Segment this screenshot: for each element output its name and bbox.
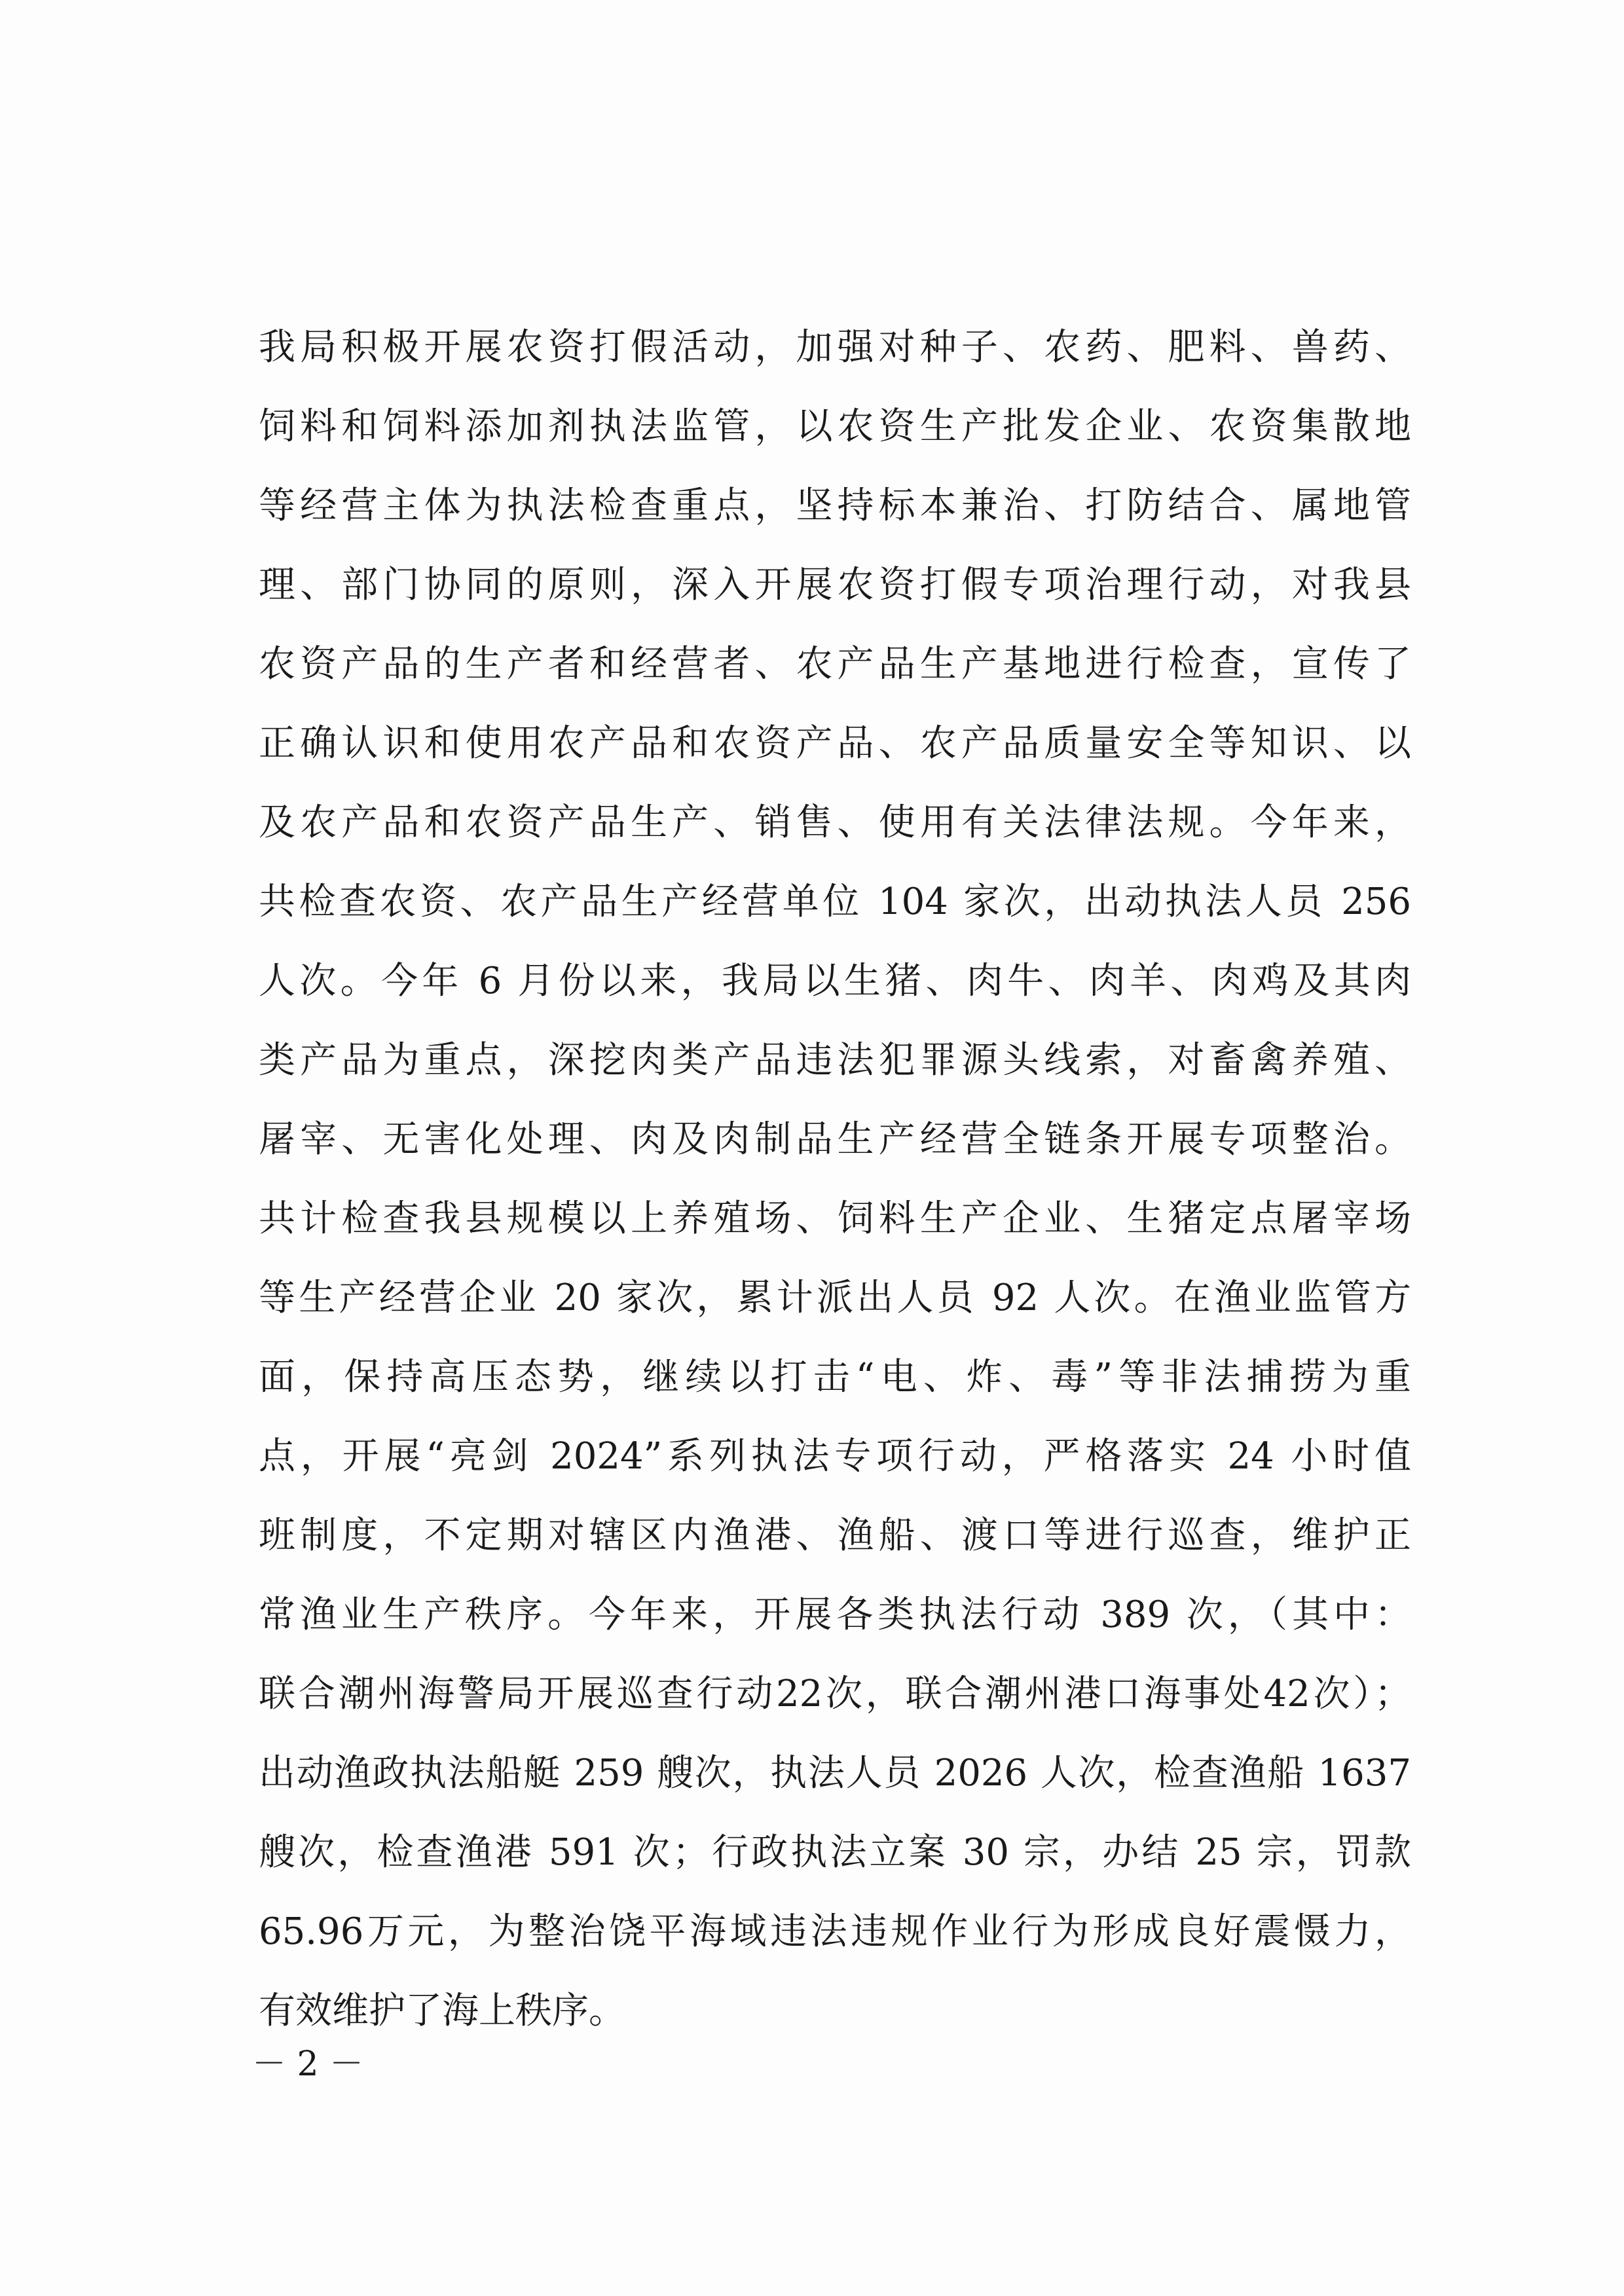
text-line: 有效维护了海上秩序。 <box>259 1990 625 2032</box>
text-line: 点，开展“亮剑 2024”系列执法专项行动，严格落实 24 小时值 <box>259 1435 1411 1478</box>
text-line: 类产品为重点，深挖肉类产品违法犯罪源头线索，对畜禽养殖、 <box>259 1039 1411 1082</box>
text-line: 共计检查我县规模以上养殖场、饲料生产企业、生猪定点屠宰场 <box>259 1197 1411 1240</box>
text-line: 常渔业生产秩序。今年来，开展各类执法行动 389 次，（其中： <box>259 1594 1411 1636</box>
text-line: 屠宰、无害化处理、肉及肉制品生产经营全链条开展专项整治。 <box>259 1118 1411 1161</box>
text-line: 联合潮州海警局开展巡查行动22次，联合潮州港口海事处42次）； <box>259 1673 1411 1715</box>
text-line: 艘次，检查渔港 591 次；行政执法立案 30 宗，办结 25 宗，罚款 <box>259 1831 1411 1874</box>
text-line: 正确认识和使用农产品和农资产品、农产品质量安全等知识、以 <box>259 722 1411 765</box>
page-number: － 2 － <box>252 2045 364 2084</box>
text-line: 农资产品的生产者和经营者、农产品生产基地进行检查，宣传了 <box>259 643 1411 685</box>
text-line: 出动渔政执法船艇 259 艘次，执法人员 2026 人次，检查渔船 1637 <box>259 1752 1411 1795</box>
body-paragraph <box>259 308 1411 2050</box>
text-line: 人次。今年 6 月份以来，我局以生猪、肉牛、肉羊、肉鸡及其肉 <box>259 960 1411 1002</box>
text-line: 及农产品和农资产品生产、销售、使用有关法律法规。今年来， <box>259 801 1411 844</box>
text-line: 面，保持高压态势，继续以打击“电、炸、毒”等非法捕捞为重 <box>259 1356 1411 1398</box>
text-line: 等生产经营企业 20 家次，累计派出人员 92 人次。在渔业监管方 <box>259 1277 1411 1319</box>
text-line: 我局积极开展农资打假活动，加强对种子、农药、肥料、兽药、 <box>259 326 1411 369</box>
text-line: 共检查农资、农产品生产经营单位 104 家次，出动执法人员 256 <box>259 881 1411 923</box>
text-line: 65.96万元，为整治饶平海域违法违规作业行为形成良好震慑力， <box>259 1910 1411 1953</box>
text-line: 等经营主体为执法检查重点，坚持标本兼治、打防结合、属地管 <box>259 484 1411 527</box>
text-line: 饲料和饲料添加剂执法监管，以农资生产批发企业、农资集散地 <box>259 405 1411 448</box>
text-line: 班制度，不定期对辖区内渔港、渔船、渡口等进行巡查，维护正 <box>259 1514 1411 1557</box>
text-line: 理、部门协同的原则，深入开展农资打假专项治理行动，对我县 <box>259 564 1411 606</box>
